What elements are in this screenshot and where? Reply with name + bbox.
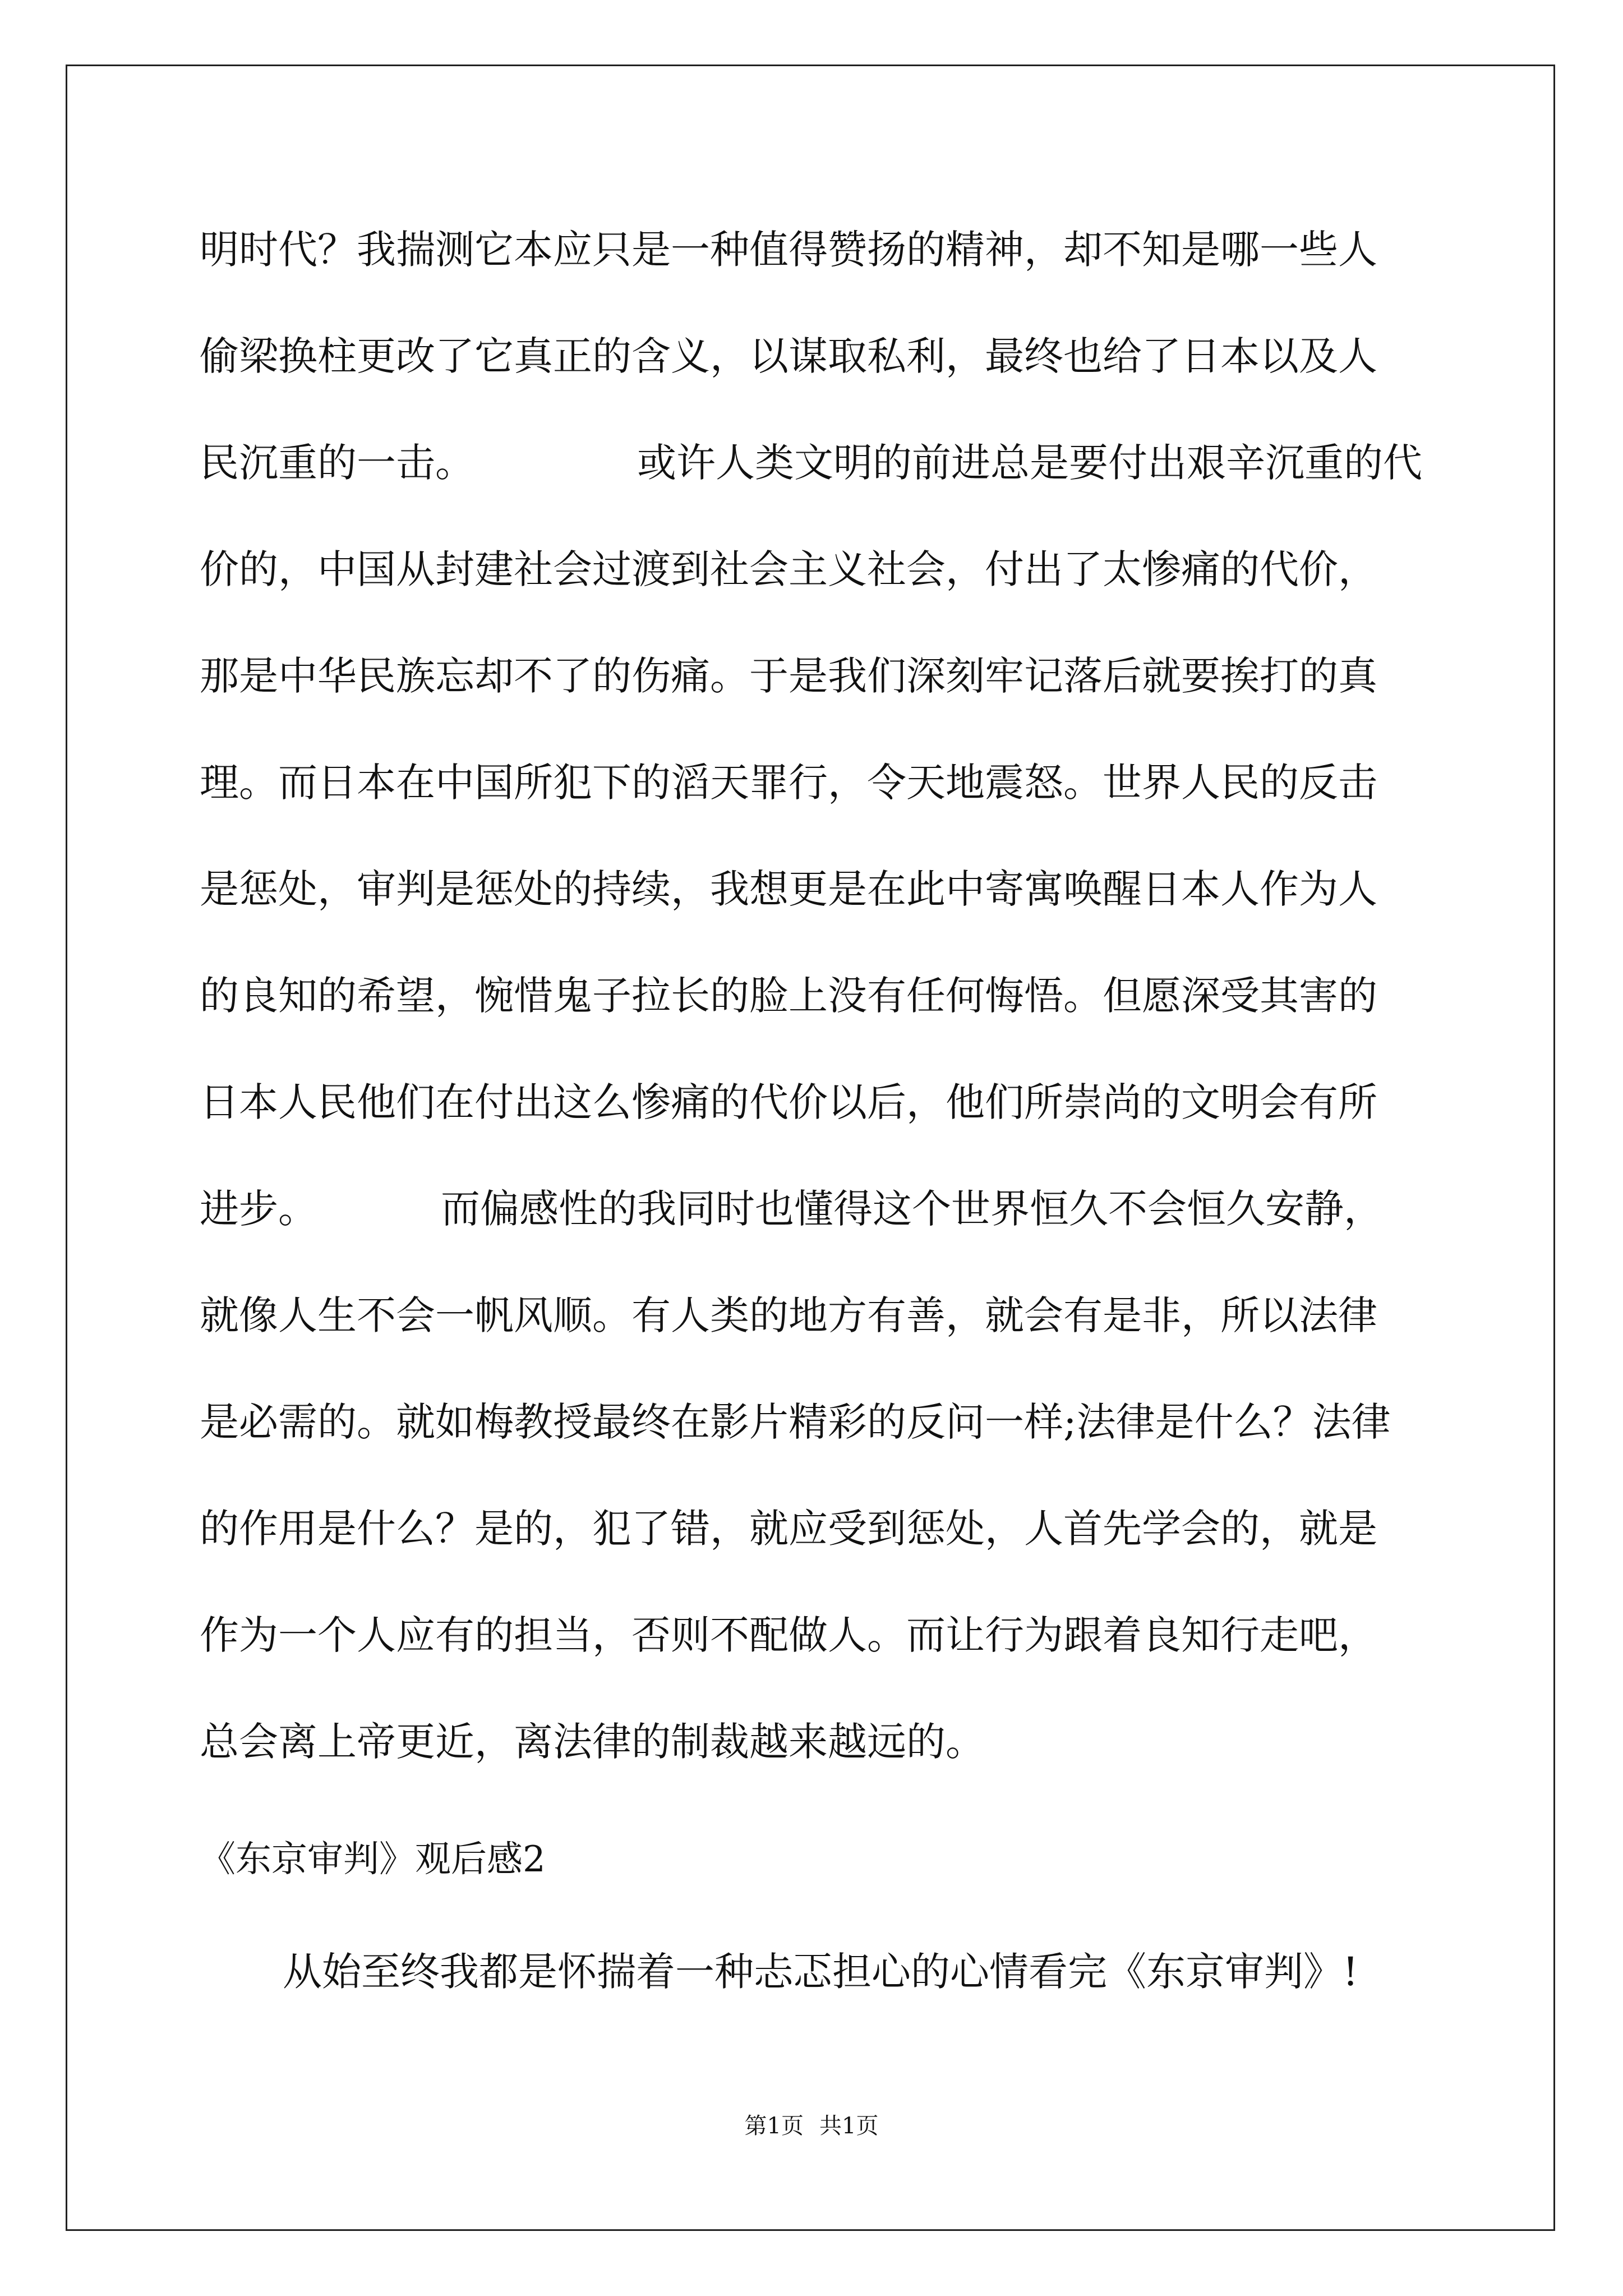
text-line-11: 就像人生不会一帆风顺。有人类的地方有善，就会有是非，所以法律 (200, 1292, 1377, 1338)
text-line-10-part-1: 进步。 (200, 1186, 317, 1232)
text-line-9: 日本人民他们在付出这么惨痛的代价以后，他们所崇尚的文明会有所 (200, 1079, 1377, 1125)
text-line-1: 明时代？我揣测它本应只是一种值得赞扬的精神，却不知是哪一些人 (200, 227, 1377, 273)
text-line-4: 价的，中国从封建社会过渡到社会主义社会，付出了太惨痛的代价， (200, 546, 1377, 592)
text-line-13: 的作用是什么？是的，犯了错，就应受到惩处，人首先学会的，就是 (200, 1506, 1377, 1552)
text-line-12: 是必需的。就如梅教授最终在影片精彩的反问一样;法律是什么？法律 (200, 1399, 1391, 1445)
text-line-15: 总会离上帝更近，离法律的制裁越来越远的。 (200, 1719, 985, 1765)
page-footer (0, 2109, 1623, 2143)
page-number: 第1页 (744, 2113, 804, 2139)
text-line-3-part-2: 或许人类文明的前进总是要付出艰辛沉重的代 (637, 440, 1422, 486)
text-line-6: 理。而日本在中国所犯下的滔天罪行，令天地震怒。世界人民的反击 (200, 760, 1377, 806)
section-heading: 《东京审判》观后感2 (200, 1839, 546, 1880)
text-line-3 (200, 421, 1433, 505)
text-line-5: 那是中华民族忘却不了的伤痛。于是我们深刻牢记落后就要挨打的真 (200, 653, 1377, 699)
paragraph-first-line: 从始至终我都是怀揣着一种忐忑担心的心情看完《东京审判》! (283, 1949, 1359, 1995)
text-line-10 (200, 1167, 1433, 1251)
text-line-2: 偷梁换柱更改了它真正的含义，以谋取私利，最终也给了日本以及人 (200, 333, 1377, 379)
text-line-10-part-2: 而偏感性的我同时也懂得这个世界恒久不会恒久安静， (441, 1186, 1383, 1232)
text-line-3-part-1: 民沉重的一击。 (200, 440, 474, 486)
text-line-8: 的良知的希望，惋惜鬼子拉长的脸上没有任何悔悟。但愿深受其害的 (200, 973, 1377, 1019)
text-line-14: 作为一个人应有的担当，否则不配做人。而让行为跟着良知行走吧， (200, 1612, 1377, 1658)
total-pages: 共1页 (819, 2113, 879, 2139)
text-line-7: 是惩处，审判是惩处的持续，我想更是在此中寄寓唤醒日本人作为人 (200, 866, 1377, 912)
